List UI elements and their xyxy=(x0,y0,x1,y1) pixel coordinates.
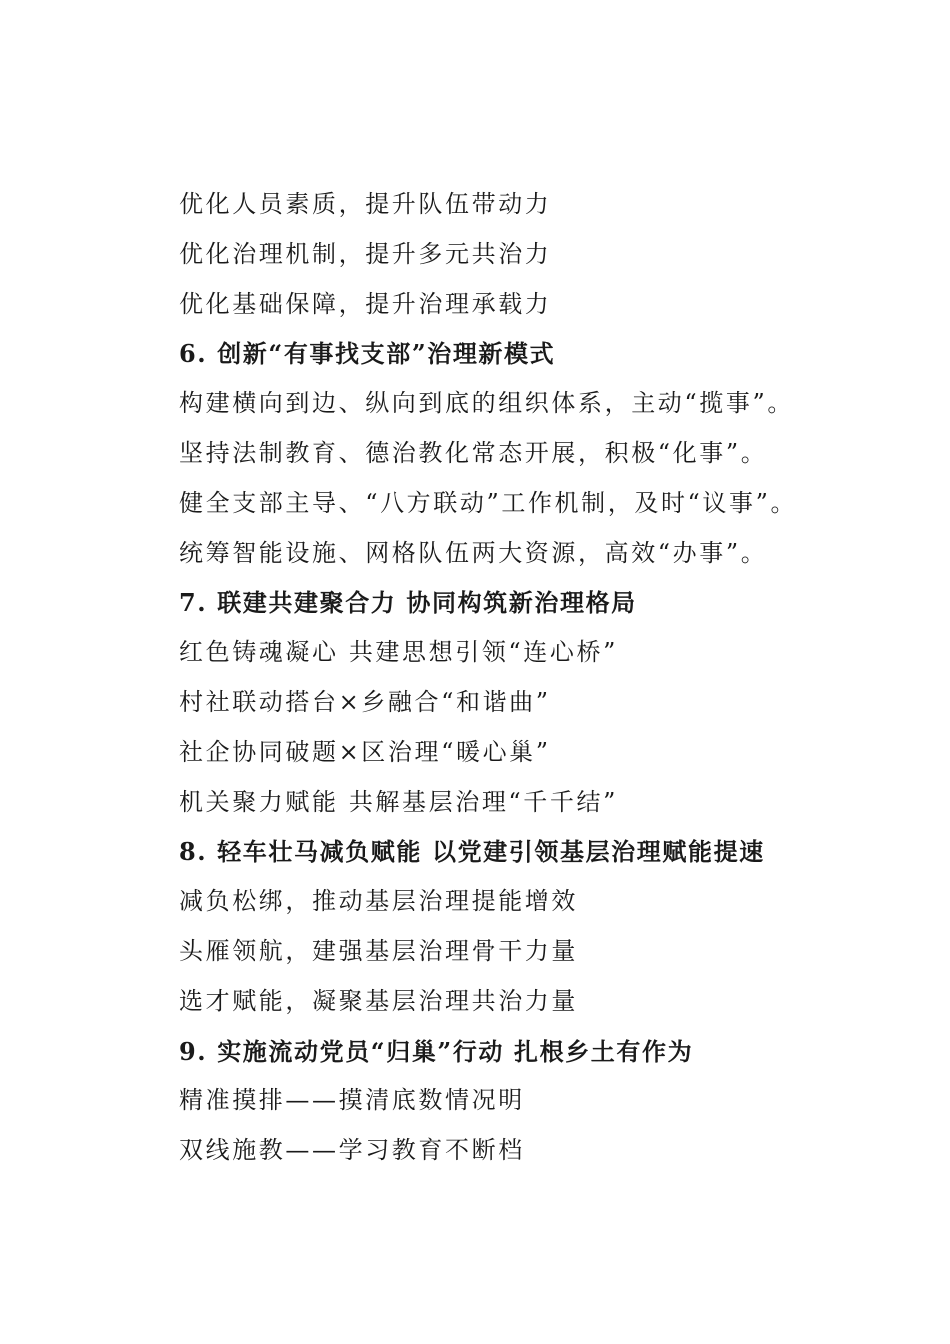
text-line-19: 精准摸排——摸清底数情况明 xyxy=(179,1086,525,1115)
text-line-5: 构建横向到边、纵向到底的组织体系，主动“揽事”。 xyxy=(179,389,794,418)
text-line-16: 头雁领航，建强基层治理骨干力量 xyxy=(179,936,578,965)
section-heading-9: 9. 实施流动党员“归巢”行动 扎根乡土有作为 xyxy=(179,1036,694,1066)
text-line-10: 红色铸魂凝心 共建思想引领“连心桥” xyxy=(179,638,618,667)
text-line-1: 优化人员素质，提升队伍带动力 xyxy=(179,190,552,218)
text-line-13: 机关聚力赋能 共解基层治理“千千结” xyxy=(179,787,618,816)
text-line-15: 减负松绑，推动基层治理提能增效 xyxy=(179,887,578,916)
text-line-17: 选才赋能，凝聚基层治理共治力量 xyxy=(179,986,578,1015)
section-heading-6: 6. 创新“有事找支部”治理新模式 xyxy=(179,339,556,369)
section-heading-7: 7. 联建共建聚合力 协同构筑新治理格局 xyxy=(179,588,637,618)
text-line-6: 坚持法制教育、德治教化常态开展，积极“化事”。 xyxy=(179,438,768,467)
text-line-20: 双线施教——学习教育不断档 xyxy=(179,1136,525,1165)
text-line-3: 优化基础保障，提升治理承载力 xyxy=(179,289,552,318)
section-heading-8: 8. 轻车壮马减负赋能 以党建引领基层治理赋能提速 xyxy=(179,837,765,867)
document-body xyxy=(179,180,879,1176)
text-line-7: 健全支部主导、“八方联动”工作机制，及时“议事”。 xyxy=(179,488,798,517)
text-line-8: 统筹智能设施、网格队伍两大资源，高效“办事”。 xyxy=(179,538,768,567)
text-line-12: 社企协同破题×区治理“暖心巢” xyxy=(179,737,551,766)
text-line-2: 优化治理机制，提升多元共治力 xyxy=(179,239,552,268)
text-line-11: 村社联动搭台×乡融合“和谐曲” xyxy=(179,687,551,716)
